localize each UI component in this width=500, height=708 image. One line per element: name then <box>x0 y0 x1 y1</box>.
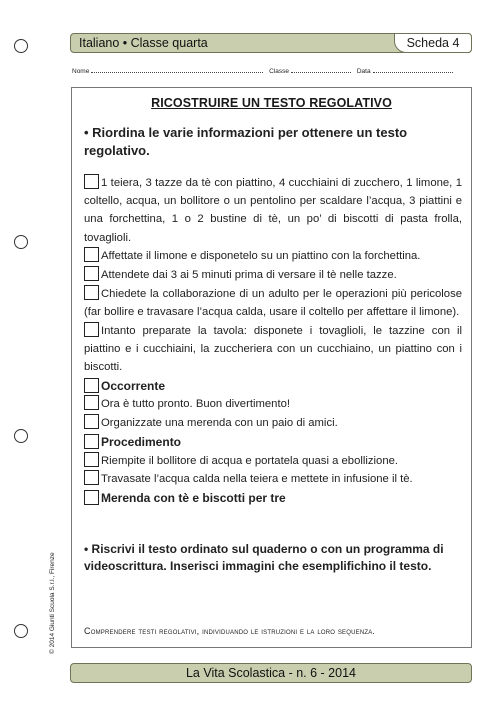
item-text: Travasate l’acqua calda nella teiera e mettete in infusione il tè. <box>101 473 413 486</box>
item-text: Occorrente <box>101 378 166 393</box>
order-checkbox[interactable] <box>84 247 99 262</box>
class-label: Classe <box>269 68 290 75</box>
order-checkbox[interactable] <box>84 174 99 189</box>
student-fields <box>72 67 472 75</box>
list-item <box>84 489 462 507</box>
item-text: Attendete dai 3 ai 5 minuti prima di versare il tè nelle tazze. <box>101 269 397 282</box>
order-checkbox[interactable] <box>84 452 99 467</box>
instruction-rewrite: • Riscrivi il testo ordinato sul quaderno o con un programma di videoscrittura. Inserisci immagini che esemplifichino il testo. <box>84 542 444 573</box>
footer-bar: La Vita Scolastica - n. 6 - 2014 <box>70 663 472 683</box>
subject-label: Italiano • Classe quarta <box>79 36 208 50</box>
exercise-title: RICOSTRUIRE UN TESTO REGOLATIVO <box>151 96 392 110</box>
item-text: Intanto preparate la tavola: disponete i tovaglioli, le tazzine con il piattino e i cucchiaini, la zuccheriera con un cucchiaino, un piattino con i biscotti. <box>84 324 462 374</box>
order-checkbox[interactable] <box>84 378 99 393</box>
order-checkbox[interactable] <box>84 322 99 337</box>
item-text: Organizzate una merenda con un paio di amici. <box>101 417 338 430</box>
order-checkbox[interactable] <box>84 470 99 485</box>
learning-objective-text: Comprendere testi regolativi, individuando le istruzioni e la loro sequenza. <box>84 626 376 636</box>
list-item <box>84 247 462 265</box>
instruction-reorder: • Riordina le varie informazioni per ottenere un testo regolativo. <box>84 125 408 158</box>
list-item <box>84 452 462 470</box>
list-item <box>84 470 462 488</box>
item-text: Merenda con tè e biscotti per tre <box>101 490 286 505</box>
binder-hole-3 <box>14 429 28 443</box>
date-label: Data <box>356 68 371 75</box>
items-list <box>84 174 462 508</box>
list-item <box>84 174 462 247</box>
copyright-notice: © 2014 Giunti Scuola S.r.l., Firenze <box>49 552 56 654</box>
list-item <box>84 285 462 321</box>
class-field[interactable] <box>291 67 351 73</box>
list-item <box>84 377 462 395</box>
item-text: Ora è tutto pronto. Buon divertimento! <box>101 398 291 411</box>
binder-hole-1 <box>14 39 28 53</box>
item-text: Chiedete la collaborazione di un adulto per le operazioni più pericolose (far bollire e travasare l’acqua calda, usare il coltello per affettare il limone). <box>84 287 462 318</box>
item-text: Procedimento <box>101 434 182 449</box>
name-label: Nome <box>72 68 90 75</box>
binder-hole-2 <box>14 235 28 249</box>
header-bar <box>70 33 472 53</box>
order-checkbox[interactable] <box>84 395 99 410</box>
name-field[interactable] <box>91 67 263 73</box>
order-checkbox[interactable] <box>84 266 99 281</box>
learning-objective <box>84 626 464 636</box>
list-item <box>84 395 462 413</box>
binder-hole-4 <box>14 624 28 638</box>
list-item <box>84 266 462 284</box>
item-text: Riempite il bollitore di acqua e portatela quasi a ebollizione. <box>101 454 399 467</box>
list-item <box>84 414 462 432</box>
sheet-label: Scheda 4 <box>394 33 472 53</box>
order-checkbox[interactable] <box>84 434 99 449</box>
item-text: 1 teiera, 3 tazze da tè con piattino, 4 cucchiaini di zucchero, 1 limone, 1 coltello, acqua, un bollitore o un pentolino per scaldare l’acqua, 3 piattini e una forchettina, 1 o 2 bustine di tè, un po’ di biscotti di pasta frolla, tovaglioli. <box>84 177 462 244</box>
order-checkbox[interactable] <box>84 285 99 300</box>
date-field[interactable] <box>373 67 453 73</box>
list-item <box>84 322 462 377</box>
item-text: Affettate il limone e disponetelo su un piattino con la forchettina. <box>101 250 421 263</box>
list-item <box>84 433 462 451</box>
order-checkbox[interactable] <box>84 490 99 505</box>
order-checkbox[interactable] <box>84 414 99 429</box>
